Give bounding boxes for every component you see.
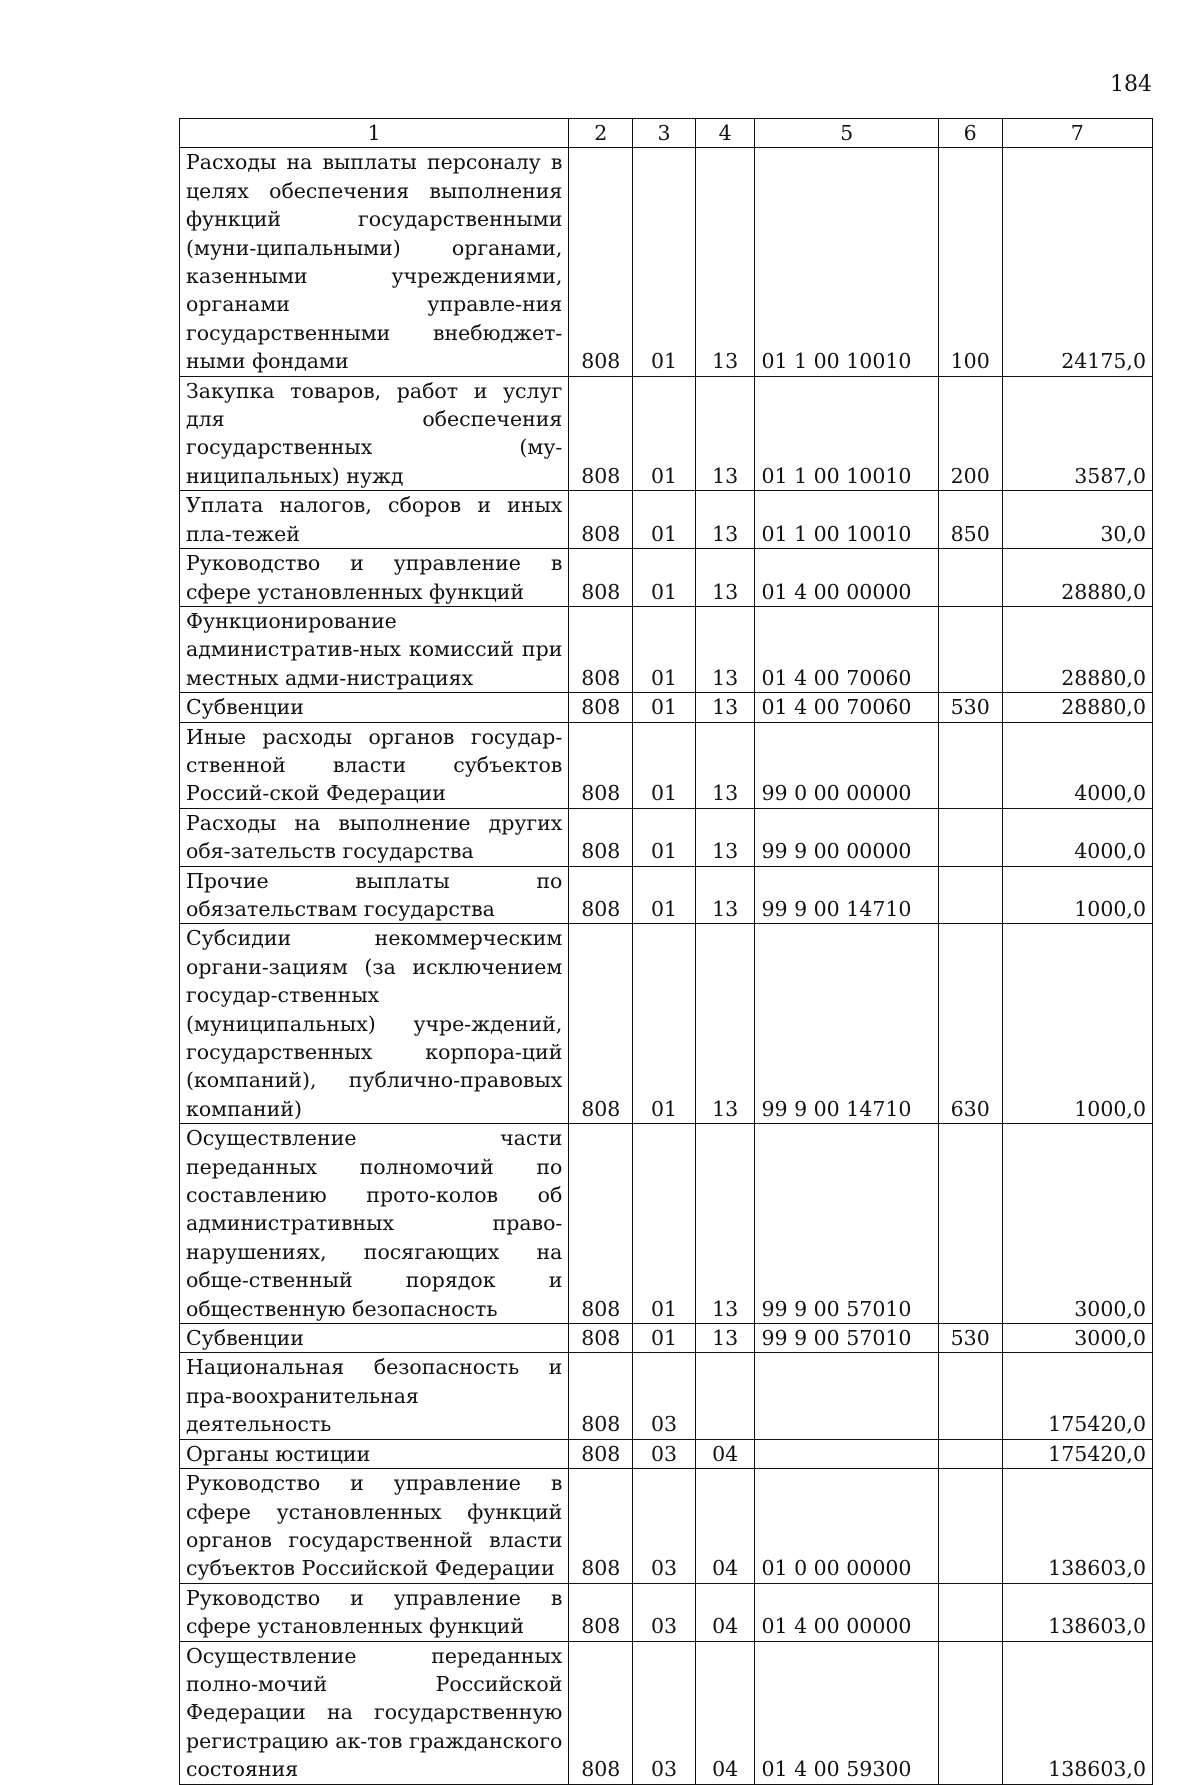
row-section-code: 01 xyxy=(633,924,696,1124)
table-row xyxy=(180,1439,1153,1468)
row-target-article: 01 4 00 70060 xyxy=(755,693,938,722)
header-col-2: 2 xyxy=(569,119,633,148)
row-amount: 24175,0 xyxy=(1002,148,1152,376)
table-row xyxy=(180,1124,1153,1324)
row-section-code: 01 xyxy=(633,1124,696,1324)
row-expense-type: 100 xyxy=(938,148,1002,376)
row-expense-type: 630 xyxy=(938,924,1002,1124)
row-section-code: 01 xyxy=(633,148,696,376)
row-expense-type xyxy=(938,1469,1002,1584)
budget-table xyxy=(179,118,1153,1785)
table-row xyxy=(180,722,1153,808)
row-expense-type: 530 xyxy=(938,693,1002,722)
header-col-6: 6 xyxy=(938,119,1002,148)
table-row xyxy=(180,376,1153,491)
header-row xyxy=(180,119,1153,148)
row-amount: 3000,0 xyxy=(1002,1124,1152,1324)
row-amount: 4000,0 xyxy=(1002,722,1152,808)
row-amount: 28880,0 xyxy=(1002,606,1152,692)
row-expense-type: 850 xyxy=(938,491,1002,549)
row-amount: 28880,0 xyxy=(1002,693,1152,722)
row-target-article: 99 9 00 57010 xyxy=(755,1324,938,1353)
table-row xyxy=(180,1641,1153,1784)
row-target-article xyxy=(755,1353,938,1439)
row-subsection-code: 13 xyxy=(695,1324,755,1353)
row-grbs-code: 808 xyxy=(569,866,633,924)
row-subsection-code: 13 xyxy=(695,808,755,866)
row-subsection-code: 13 xyxy=(695,1124,755,1324)
row-section-code: 03 xyxy=(633,1583,696,1641)
row-subsection-code xyxy=(695,1353,755,1439)
row-section-code: 01 xyxy=(633,693,696,722)
row-name: Расходы на выполнение других обя-зательств государства xyxy=(180,808,569,866)
row-name: Уплата налогов, сборов и иных пла-тежей xyxy=(180,491,569,549)
row-section-code: 01 xyxy=(633,808,696,866)
row-subsection-code: 04 xyxy=(695,1469,755,1584)
row-section-code: 01 xyxy=(633,606,696,692)
row-grbs-code: 808 xyxy=(569,1324,633,1353)
row-amount: 28880,0 xyxy=(1002,549,1152,607)
row-target-article: 01 4 00 70060 xyxy=(755,606,938,692)
row-section-code: 01 xyxy=(633,1324,696,1353)
row-name: Субсидии некоммерческим органи-зациям (за исключением государ-ственных (муниципальных) учре-ждений, государственных корпора-ций (компаний), публично-правовых компаний) xyxy=(180,924,569,1124)
row-name: Субвенции xyxy=(180,1324,569,1353)
table-row xyxy=(180,808,1153,866)
row-name: Иные расходы органов государ-ственной власти субъектов Россий-ской Федерации xyxy=(180,722,569,808)
row-target-article: 99 0 00 00000 xyxy=(755,722,938,808)
header-col-1: 1 xyxy=(180,119,569,148)
row-grbs-code: 808 xyxy=(569,549,633,607)
table-row xyxy=(180,491,1153,549)
row-name: Прочие выплаты по обязательствам государства xyxy=(180,866,569,924)
row-name: Закупка товаров, работ и услуг для обеспечения государственных (му-ниципальных) нужд xyxy=(180,376,569,491)
row-expense-type xyxy=(938,808,1002,866)
row-subsection-code: 13 xyxy=(695,491,755,549)
row-amount: 138603,0 xyxy=(1002,1469,1152,1584)
header-col-3: 3 xyxy=(633,119,696,148)
row-name: Руководство и управление в сфере установленных функций xyxy=(180,549,569,607)
row-target-article: 01 4 00 59300 xyxy=(755,1641,938,1784)
row-target-article: 01 1 00 10010 xyxy=(755,376,938,491)
row-section-code: 01 xyxy=(633,866,696,924)
row-amount: 1000,0 xyxy=(1002,866,1152,924)
row-target-article: 01 4 00 00000 xyxy=(755,1583,938,1641)
row-subsection-code: 04 xyxy=(695,1439,755,1468)
row-grbs-code: 808 xyxy=(569,1439,633,1468)
row-grbs-code: 808 xyxy=(569,808,633,866)
table-row xyxy=(180,1353,1153,1439)
row-expense-type xyxy=(938,722,1002,808)
row-name: Руководство и управление в сфере установленных функций xyxy=(180,1583,569,1641)
row-expense-type xyxy=(938,866,1002,924)
row-name: Расходы на выплаты персоналу в целях обеспечения выполнения функций государственными (муни-ципальными) органами, казенными учреждениями, органами управле-ния государственными внебюджет-ными фондами xyxy=(180,148,569,376)
row-subsection-code: 13 xyxy=(695,606,755,692)
row-subsection-code: 13 xyxy=(695,376,755,491)
row-name: Осуществление переданных полно-мочий Российской Федерации на государственную регистрацию ак-тов гражданского состояния xyxy=(180,1641,569,1784)
row-grbs-code: 808 xyxy=(569,376,633,491)
row-section-code: 03 xyxy=(633,1641,696,1784)
row-subsection-code: 13 xyxy=(695,924,755,1124)
row-subsection-code: 04 xyxy=(695,1583,755,1641)
row-amount: 1000,0 xyxy=(1002,924,1152,1124)
row-grbs-code: 808 xyxy=(569,606,633,692)
row-section-code: 01 xyxy=(633,376,696,491)
row-name: Субвенции xyxy=(180,693,569,722)
row-grbs-code: 808 xyxy=(569,148,633,376)
table-row xyxy=(180,606,1153,692)
row-name: Руководство и управление в сфере установленных функций органов государственной власти субъектов Российской Федерации xyxy=(180,1469,569,1584)
row-expense-type xyxy=(938,1583,1002,1641)
row-subsection-code: 13 xyxy=(695,722,755,808)
row-section-code: 01 xyxy=(633,722,696,808)
row-section-code: 03 xyxy=(633,1353,696,1439)
row-amount: 175420,0 xyxy=(1002,1439,1152,1468)
table-row xyxy=(180,693,1153,722)
row-name: Функционирование административ-ных комиссий при местных адми-нистрациях xyxy=(180,606,569,692)
row-section-code: 03 xyxy=(633,1469,696,1584)
row-target-article: 01 1 00 10010 xyxy=(755,148,938,376)
row-amount: 4000,0 xyxy=(1002,808,1152,866)
row-target-article: 99 9 00 14710 xyxy=(755,866,938,924)
row-grbs-code: 808 xyxy=(569,1124,633,1324)
row-subsection-code: 04 xyxy=(695,1641,755,1784)
row-expense-type xyxy=(938,1124,1002,1324)
row-expense-type xyxy=(938,1641,1002,1784)
row-subsection-code: 13 xyxy=(695,549,755,607)
row-target-article: 01 1 00 10010 xyxy=(755,491,938,549)
row-name: Осуществление части переданных полномочий по составлению прото-колов об административных право-нарушениях, посягающих на обще-ственный порядок и общественную безопасность xyxy=(180,1124,569,1324)
row-name: Национальная безопасность и пра-воохранительная деятельность xyxy=(180,1353,569,1439)
row-amount: 138603,0 xyxy=(1002,1583,1152,1641)
row-expense-type xyxy=(938,549,1002,607)
row-subsection-code: 13 xyxy=(695,866,755,924)
row-section-code: 01 xyxy=(633,491,696,549)
row-section-code: 01 xyxy=(633,549,696,607)
table-row xyxy=(180,924,1153,1124)
row-subsection-code: 13 xyxy=(695,693,755,722)
row-grbs-code: 808 xyxy=(569,924,633,1124)
row-expense-type xyxy=(938,606,1002,692)
table-row xyxy=(180,1324,1153,1353)
row-amount: 175420,0 xyxy=(1002,1353,1152,1439)
row-subsection-code: 13 xyxy=(695,148,755,376)
row-grbs-code: 808 xyxy=(569,1641,633,1784)
table-row xyxy=(180,1583,1153,1641)
row-amount: 3000,0 xyxy=(1002,1324,1152,1353)
table-row xyxy=(180,866,1153,924)
table-row xyxy=(180,148,1153,376)
table-row xyxy=(180,549,1153,607)
header-col-7: 7 xyxy=(1002,119,1152,148)
row-target-article: 01 4 00 00000 xyxy=(755,549,938,607)
page-number: 184 xyxy=(1110,72,1152,97)
row-expense-type xyxy=(938,1353,1002,1439)
row-grbs-code: 808 xyxy=(569,1583,633,1641)
header-col-5: 5 xyxy=(755,119,938,148)
row-target-article xyxy=(755,1439,938,1468)
row-expense-type: 200 xyxy=(938,376,1002,491)
row-target-article: 99 9 00 57010 xyxy=(755,1124,938,1324)
row-expense-type xyxy=(938,1439,1002,1468)
row-grbs-code: 808 xyxy=(569,722,633,808)
row-target-article: 99 9 00 00000 xyxy=(755,808,938,866)
row-amount: 30,0 xyxy=(1002,491,1152,549)
row-grbs-code: 808 xyxy=(569,1469,633,1584)
row-grbs-code: 808 xyxy=(569,491,633,549)
header-col-4: 4 xyxy=(695,119,755,148)
row-grbs-code: 808 xyxy=(569,1353,633,1439)
row-amount: 3587,0 xyxy=(1002,376,1152,491)
row-section-code: 03 xyxy=(633,1439,696,1468)
table-body xyxy=(180,148,1153,1784)
table-row xyxy=(180,1469,1153,1584)
row-amount: 138603,0 xyxy=(1002,1641,1152,1784)
row-target-article: 01 0 00 00000 xyxy=(755,1469,938,1584)
row-expense-type: 530 xyxy=(938,1324,1002,1353)
row-grbs-code: 808 xyxy=(569,693,633,722)
row-name: Органы юстиции xyxy=(180,1439,569,1468)
row-target-article: 99 9 00 14710 xyxy=(755,924,938,1124)
